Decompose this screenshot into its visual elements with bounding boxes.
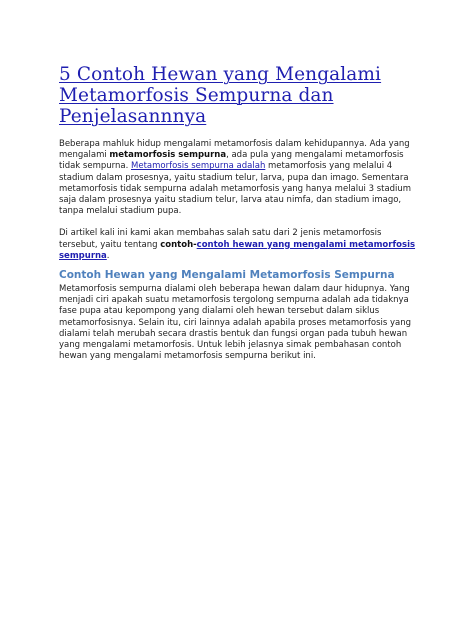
- second-text-2: .: [106, 250, 110, 261]
- second-bold-term: contoh-: [160, 239, 197, 250]
- page-title-line-3[interactable]: Penjelasannnya: [59, 106, 207, 127]
- section-paragraph: Metamorfosis sempurna dialami oleh beberapa hewan dalam daur hidupnya. Yang menjadi ciri apakah suatu metamorfosis tergolong sempurna adalah ada tidaknya fase pupa atau kepompong yang dialami oleh hewan tersebut dalam siklus metamorfosisnya. Selain itu, ciri lainnya adalah apabila proses metamorfosis yang dialami telah merubah secara drastis bentuk dan fungsi organ pada tubuh hewan yang mengalami metamorfosis. Untuk lebih jelasnya simak pembahasan contoh hewan yang mengalami metamorfosis sempurna berikut ini.: [59, 284, 412, 362]
- intro-paragraph: [59, 139, 418, 217]
- section-heading: Contoh Hewan yang Mengalami Metamorfosis Sempurna: [59, 269, 395, 282]
- page-title-line-1[interactable]: 5 Contoh Hewan yang Mengalami: [59, 64, 382, 85]
- page-title[interactable]: [59, 64, 418, 127]
- second-text-1: Di artikel kali ini kami akan membahas salah satu dari 2 jenis metamorfosis tersebut, yaitu tentang: [59, 228, 382, 250]
- intro-bold-term: metamorfosis sempurna: [109, 150, 227, 161]
- intro-text-3: metamorfosis yang melalui 4 stadium dalam prosesnya, yaitu stadium telur, larva, pupa dan imago. Sementara metamorfosis tidak sempurna adalah metamorfosis yang hanya melalui 3 stadium saja dalam prosesnya yaitu stadium telur, larva atau nimfa, dan stadium imago, tanpa melalui stadium pupa.: [59, 161, 412, 217]
- second-paragraph: [59, 228, 418, 262]
- second-link-examples[interactable]: contoh hewan yang mengalami metamorfosis sempurna: [59, 239, 416, 261]
- page-title-line-2[interactable]: Metamorfosis Sempurna dan: [59, 85, 334, 106]
- intro-link-definition[interactable]: Metamorfosis sempurna adalah: [131, 161, 266, 172]
- intro-text-2: , ada pula yang mengalami metamorfosis tidak sempurna.: [59, 150, 404, 172]
- intro-text-1: Beberapa mahluk hidup mengalami metamorfosis dalam kehidupannya. Ada yang mengalami: [59, 139, 410, 161]
